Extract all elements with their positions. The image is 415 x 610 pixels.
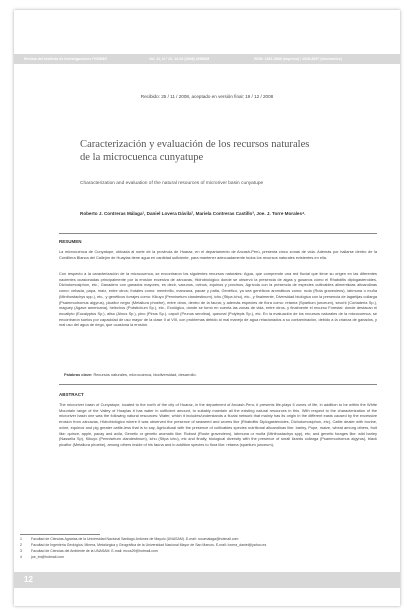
footnote-3-number: 3 [20,549,22,553]
page-number-bar [14,572,400,588]
abstract-paragraph-1: The microriver basin of Cunyatupe, located to the north of the city of Huaraz, in the department of Ancash-Peru; it presents life-plays 5 zones of life, in addition to be within the White Mountain range of the Valley of Huaylas it has water in sufficient amount, to suitably maintain all the existing natural resources in this. With respect to the characterization of the microriver basin one was the following natural resources: Water, which it includes/understands a fluvial network that mainly has its origin in the different easts caused by the excessive erosion from zárcavas, Hidrobiológico where it was observed the presence of seaweed and worms like (Rhabditis Diplogasteroides, Dichotomosiphon, etc), Cattle dealer with bovine, ovine, equinos and pig greater cattle-less that is to say, Agricultural with the presence of cultivables species nutritional altoandinas like: barley, Pope, maize, wheat among others, fruit like: quince, apple, pacay and avila, Genetic or genetic aromatic like: Robust (Route graveolens), lahmuna or muña (Minthostachys spp), etc; and genetic forages like: wild barley (Nassella Sp), Kikuyo (Pennisetum clandestinum), ichu (Stipa ichu), etc and finally, biological diversity with the presence of small lizards collarga (Psammodromus algyrus), black picaflor (Metallura phoebe), among others inside of his fauna and in addition species to flora like: retama (spartium junceum), [59,402,377,447]
authors-line: Roberto J. Contreras Málaga¹, Daniel Lovera Dávila², Mariela Contreras Castillo³, Joe. J. Torre Morales⁴. [80,211,306,216]
journal-volume: Vol. 11, N.° 22, 13-20 (2008) UNMSM [149,57,210,61]
keywords-line [64,372,374,378]
resumen-paragraph-1: La microcuenca de Cunyatupe, ubicada al norte de la provincia de Huaraz, en el departamento de Ancash-Perú, presenta cinco zonas de vida. Además por hallarse dentro de la Cordillera Blanca del Callejón de Huaylas tiene agua en cantidad suficiente, para mantener adecuadamente todos los recursos naturales existentes en ella. [59,249,377,260]
article-title-line1: Caracterización y evaluación de los recursos naturales [80,139,310,150]
journal-issn: ISSN: 1561-0888 (impreso) / 1628-8097 (electrónico) [254,57,342,61]
footnote-1 [20,537,394,542]
footnote-2-text: Facultad de Ingeniería Geológica, Minera, Metalúrgica y Geográfica de la Universidad Nacional Mayor de San Marcos. E-mail: lovera_daniel@yahoo.es [31,543,267,547]
resumen-heading: RESUMEN [59,239,82,244]
journal-name: Revista del Instituto de Investigaciones FIGMMG [24,57,108,61]
footnote-3-text: Facultad de Ciencias del Ambiente de la UNASAM. E-mail: mcos29@hotmail.com [31,549,158,553]
footnote-1-number: 1 [20,537,22,541]
received-accepted-dates: Recibido: 25 / 11 / 2008, aceptado en versión final: 19 / 12 / 2008 [140,94,274,99]
resumen-paragraph-2: Con respecto a la caracterización de la microcuenca, se encontraron los siguientes recursos naturales: Agua, que comprende una red fluvial que tiene su origen en las diferentes nacientes ocasionadas principalmente por la erosión excesiva de zárcavas, Hidrobiológico donde se observó la presencia de algas y gusanos como el Rhabditis diplogasteroides, Dichotomosiphon, etc., Ganadero con ganados mayores, es decir, vacunos, ovinos, equinos y porcinos, Agrícola con la presencia de especies cultivables alimenticias altoandinas como: cebada, papa, maíz, entre otros; frutales como: membrillo, manzana, pacae y palta, Genético, ya sea genéticos aromáticos como: ruda (Ruta graveolens), lahmuna o muña (Minthostachys spp.), etc., y genéticos forrajes como: Kikuyo (Pennisetum clandestinum), ichu (Stipa ichu), etc., y finalmente, Diversidad biológica con la presencia de lagartijas collarga (Psammodromus algyrus), picaflor negro (Metallura phoebe), entre otros, dentro de la fauna; y además especies de flora como: retama (Spartium junceum), secchi (Cortaderia Sp.), maguey (Agave americana), helechos (Polistichum Sp.), etc., Ecológico, donde se tomó en cuenta las zonas de vida, entre otros, y finalmente el recurso Forestal: donde destacan el eucalipto (Eucalyptus Sp.), aliso (Alnus Sp.), pino (Pinus Sp.), capulí (Prunus serotina), queunal (Polylepis Sp.), etc. En la evaluación de los recursos naturales de la microcuenca, se encontraron suelos por capacidad de uso mayor de la clase II al VIII, con problemas debido al mal manejo de agua relacionados a su contaminación, debido a la crianza de ganados, y mal uso del agua de riego, que ocasiona la erosión. [59,271,377,328]
article-title [80,138,380,164]
abstract-heading: ABSTRACT [59,392,84,397]
footnote-2 [20,543,394,548]
footnote-3 [20,549,394,554]
article-title-line2: de la microcuenca cunyatupe [80,152,204,163]
english-title: Characterization and evaluation of the natural resources of microriver basin cunyatupe [80,181,264,186]
divider-top [59,233,377,234]
keywords-label: Palabras clave: [64,372,93,377]
journal-header-bar [14,54,400,64]
footnote-4 [20,555,394,560]
footnote-4-number: 4 [20,555,22,559]
footnote-rule [20,534,100,535]
keywords-text: Recursos naturales, microcuenca, biodiversidad, desarrollo. [93,372,197,377]
footnote-2-number: 2 [20,543,22,547]
journal-page [14,10,400,606]
page-number: 12 [24,575,33,584]
footnote-4-text: joe_tm@hotmail.com [31,555,64,559]
divider-middle [59,384,377,385]
footnote-1-text: Facultad de Ciencias Agrarias de la Universidad Nacional Santiago Antúnez de Mayolo (UNASAM). E-mail: rocomalaga@hotmail.com [31,537,239,541]
